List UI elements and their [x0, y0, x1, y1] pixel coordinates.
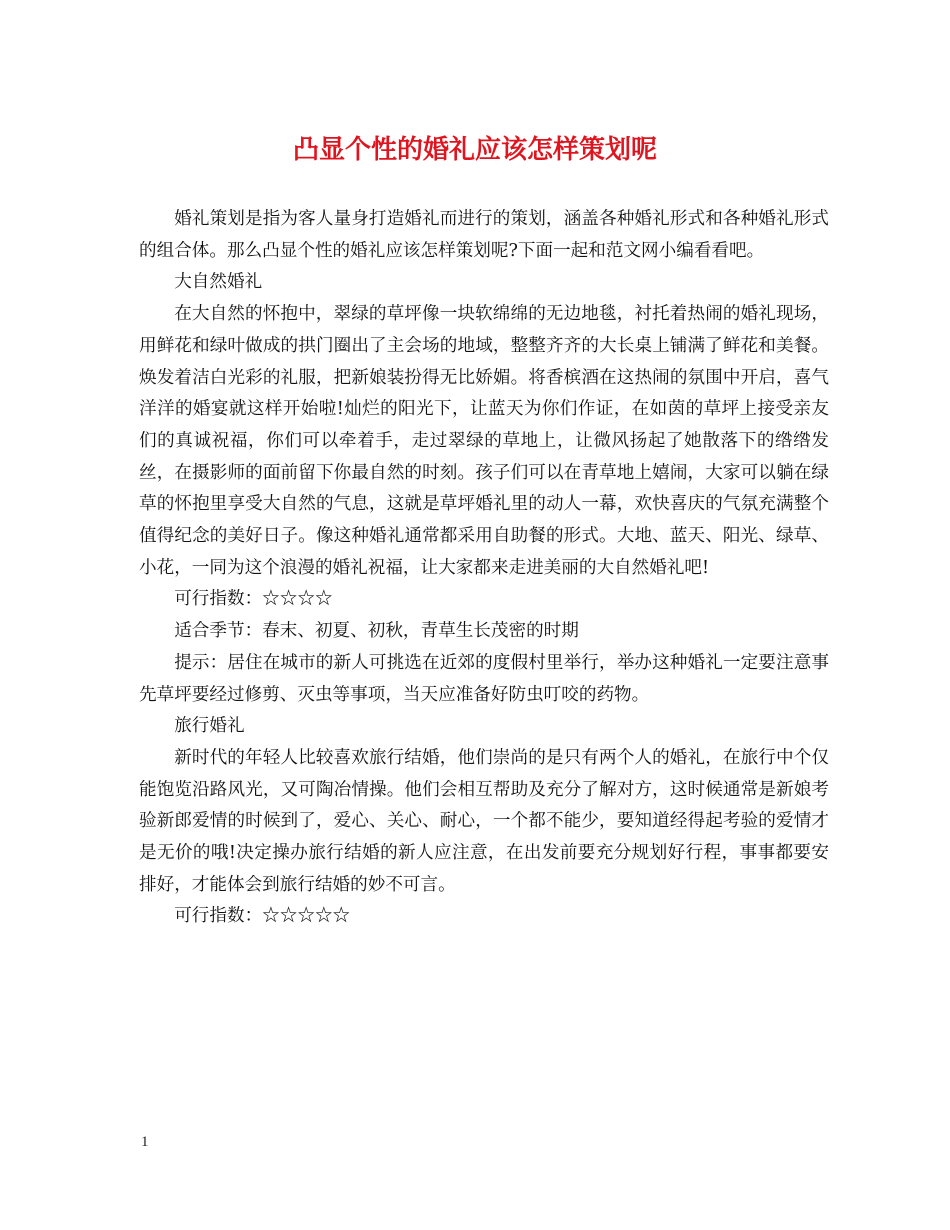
nature-feasibility-rating: 可行指数：☆☆☆☆ [174, 589, 333, 610]
nature-tip-paragraph: 提示：居住在城市的新人可挑选在近郊的度假村里举行，举办这种婚礼一定要注意事先草坪要经过修剪、灭虫等事项，当天应准备好防虫叮咬的药物。 [139, 652, 829, 705]
document-body [139, 204, 829, 933]
travel-wedding-paragraph: 新时代的年轻人比较喜欢旅行结婚，他们崇尚的是只有两个人的婚礼，在旅行中个仅能饱览沿路风光，又可陶冶情操。他们会相互帮助及充分了解对方，这时候通常是新娘考验新郎爱情的时候到了，爱心、关心、耐心，一个都不能少，要知道经得起考验的爱情才是无价的哦!决定操办旅行结婚的新人应注意，在出发前要充分规划好行程，事事都要安排好，才能体会到旅行结婚的妙不可言。 [139, 747, 829, 895]
travel-feasibility-rating: 可行指数：☆☆☆☆☆ [174, 906, 351, 927]
nature-suitable-season: 适合季节：春末、初夏、初秋，青草生长茂密的时期 [174, 621, 579, 642]
page-number: 1 [141, 1134, 149, 1150]
section-heading-nature-wedding: 大自然婚礼 [174, 272, 263, 293]
document-title: 凸显个性的婚礼应该怎样策划呢 [292, 135, 657, 165]
nature-wedding-paragraph: 在大自然的怀抱中，翠绿的草坪像一块软绵绵的无边地毯，衬托着热闹的婚礼现场，用鲜花和绿叶做成的拱门圈出了主会场的地域，整整齐齐的大长桌上铺满了鲜花和美餐。焕发着洁白光彩的礼服，把新娘装扮得无比娇媚。将香槟酒在这热闹的氛围中开启，喜气洋洋的婚宴就这样开始啦!灿烂的阳光下，让蓝天为你们作证，在如茵的草坪上接受亲友们的真诚祝福，你们可以牵着手，走过翠绿的草地上，让微风扬起了她散落下的绺绺发丝，在摄影师的面前留下你最自然的时刻。孩子们可以在青草地上嬉闹，大家可以躺在绿草的怀抱里享受大自然的气息，这就是草坪婚礼里的动人一幕，欢快喜庆的气氛充满整个值得纪念的美好日子。像这种婚礼通常都采用自助餐的形式。大地、蓝天、阳光、绿草、小花，一同为这个浪漫的婚礼祝福，让大家都来走进美丽的大自然婚礼吧! [139, 304, 829, 578]
intro-paragraph: 婚礼策划是指为客人量身打造婚礼而进行的策划，涵盖各种婚礼形式和各种婚礼形式的组合体。那么凸显个性的婚礼应该怎样策划呢?下面一起和范文网小编看看吧。 [139, 209, 829, 261]
section-heading-travel-wedding: 旅行婚礼 [174, 716, 245, 737]
